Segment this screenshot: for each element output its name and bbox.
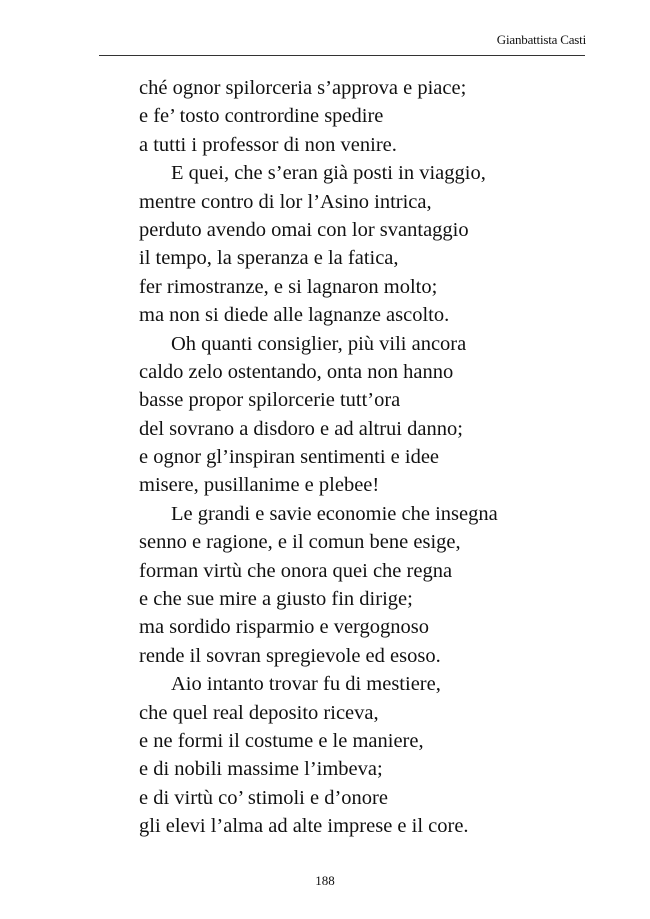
poem-line: il tempo, la speranza e la fatica, [139, 247, 399, 270]
poem-line: del sovrano a disdoro e ad altrui danno; [139, 417, 463, 440]
poem-line: Oh quanti consiglier, più vili ancora [171, 332, 467, 355]
poem-line: Le grandi e savie economie che insegna [171, 502, 498, 525]
poem-body [139, 74, 579, 841]
poem-line: ma sordido risparmio e vergognoso [139, 616, 429, 639]
poem-line: Aio intanto trovar fu di mestiere, [171, 673, 441, 696]
poem-line: forman virtù che onora quei che regna [139, 559, 453, 582]
poem-line: ma non si diede alle lagnanze ascolto. [139, 304, 450, 327]
poem-line: a tutti i professor di non venire. [139, 133, 397, 156]
poem-line: caldo zelo ostentando, onta non hanno [139, 360, 454, 383]
poem-line: e fe’ tosto contrordine spedire [139, 105, 384, 128]
poem-line: e ne formi il costume e le maniere, [139, 729, 424, 752]
poem-line: che quel real deposito riceva, [139, 701, 379, 724]
poem-line: perduto avendo omai con lor svantaggio [139, 218, 469, 241]
poem-line: fer rimostranze, e si lagnaron molto; [139, 275, 438, 298]
poem-line: E quei, che s’eran già posti in viaggio, [171, 162, 486, 185]
poem-line: senno e ragione, e il comun bene esige, [139, 531, 461, 554]
poem-line: basse propor spilorcerie tutt’ora [139, 389, 401, 412]
poem-line: misere, pusillanime e plebee! [139, 474, 380, 497]
poem-line: e che sue mire a giusto fin dirige; [139, 588, 413, 611]
poem-line: ché ognor spilorceria s’approva e piace; [139, 77, 467, 99]
poem-line: gli elevi l’alma ad alte imprese e il core. [139, 815, 469, 838]
poem-line: e di virtù co’ stimoli e d’onore [139, 786, 388, 809]
poem-line: mentre contro di lor l’Asino intrica, [139, 190, 432, 213]
poem-line: e di nobili massime l’imbeva; [139, 758, 383, 781]
poem-line: rende il sovran spregievole ed esoso. [139, 644, 441, 667]
page-number: 188 [315, 873, 335, 888]
running-header: Gianbattista Casti [496, 32, 586, 47]
header-rule [99, 55, 585, 56]
poem-line: e ognor gl’inspiran sentimenti e idee [139, 446, 440, 469]
